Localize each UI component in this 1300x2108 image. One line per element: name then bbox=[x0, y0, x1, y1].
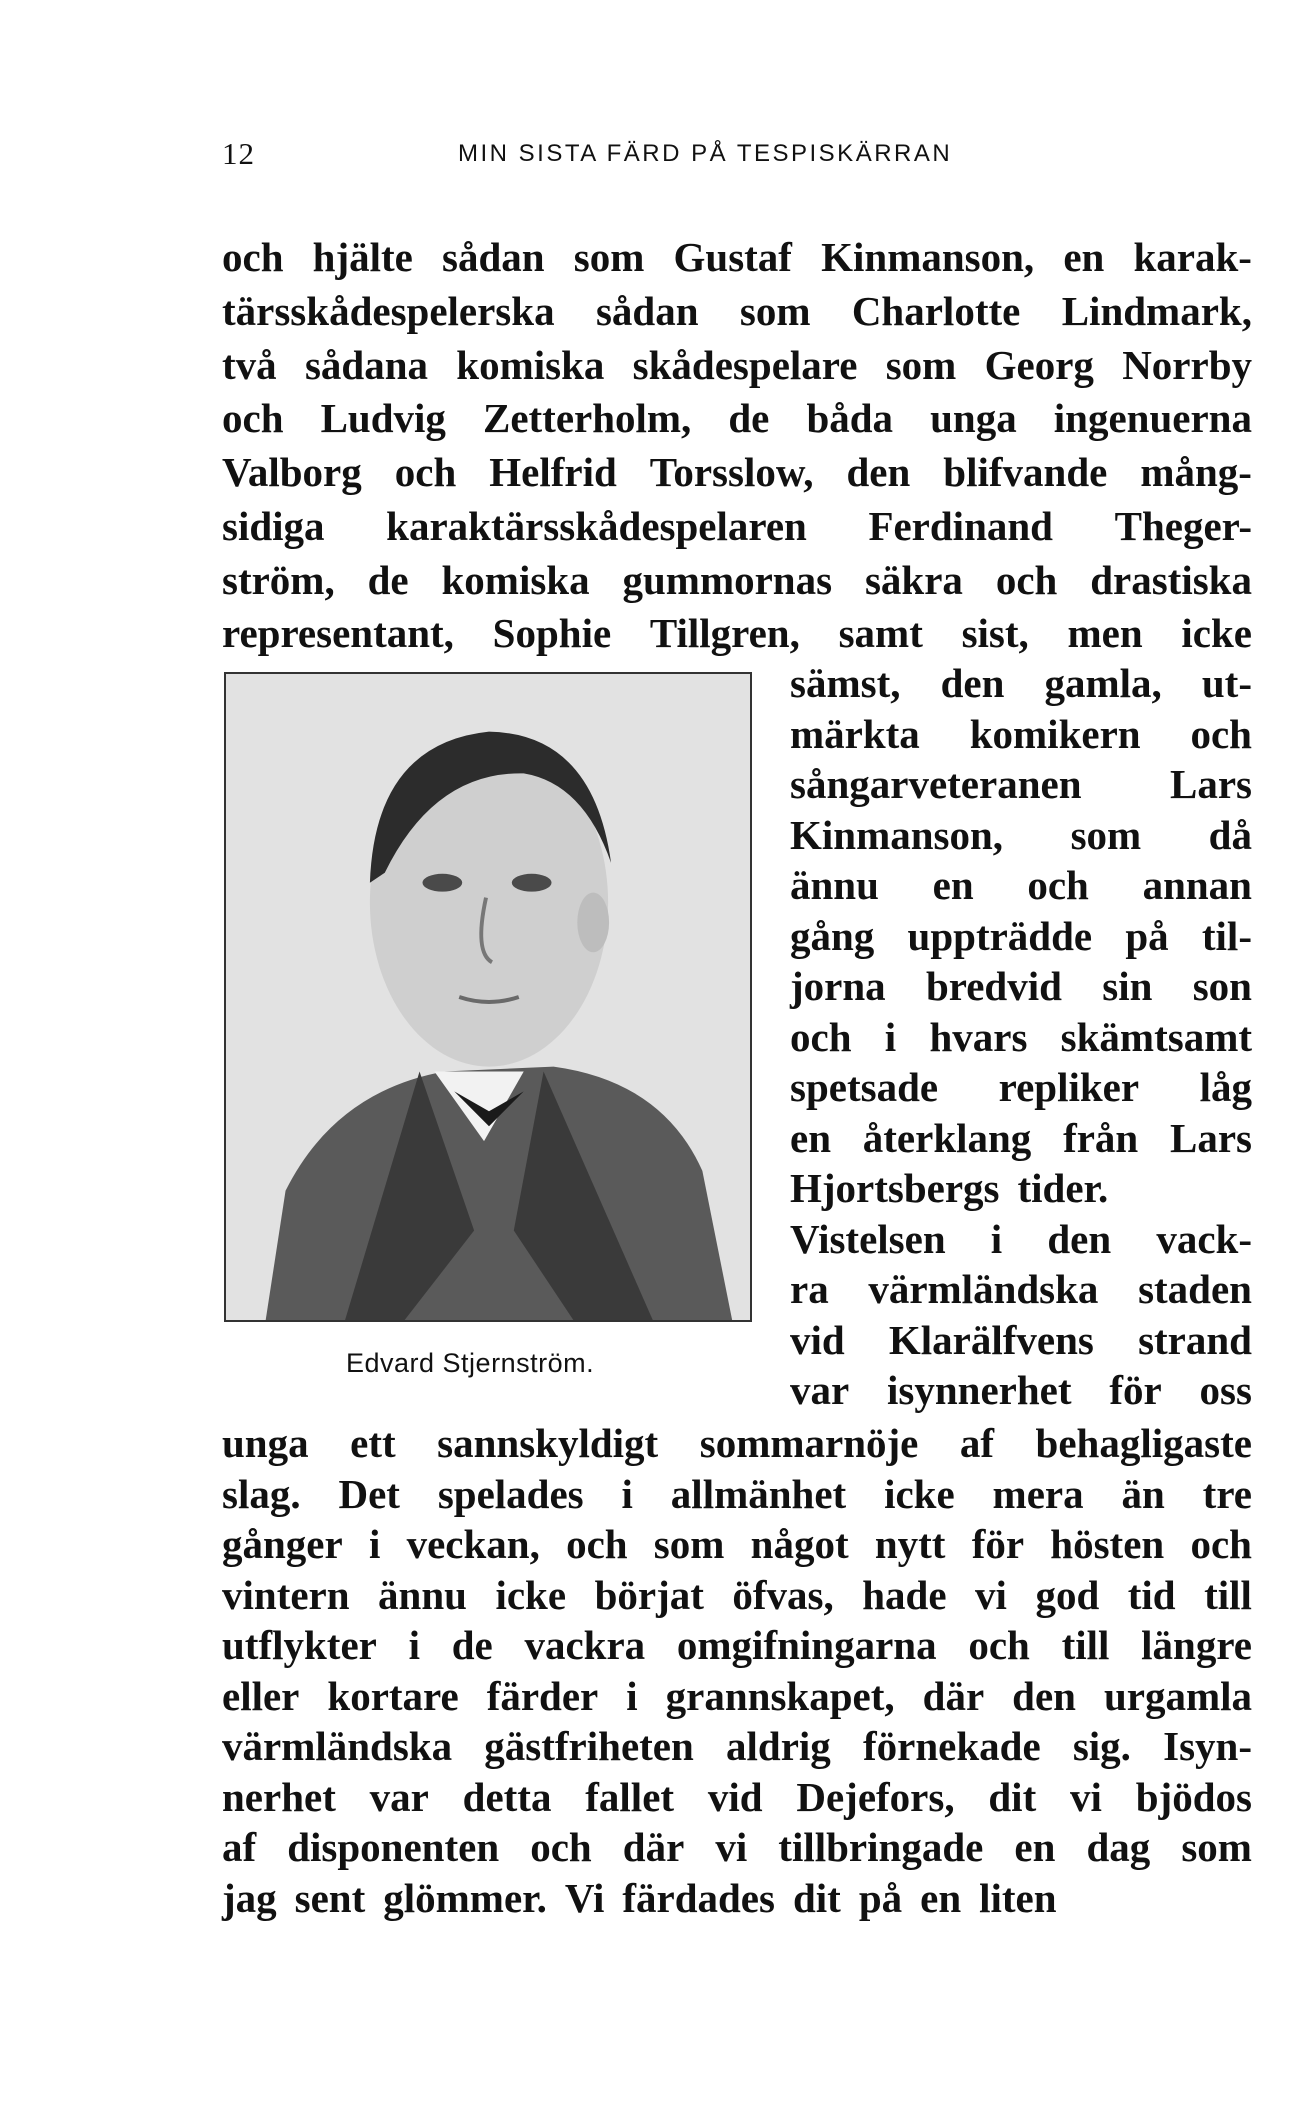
text-line: och i hvars skämtsamt bbox=[790, 1013, 1252, 1060]
figure-caption: Edvard Stjernström. bbox=[346, 1348, 595, 1378]
text-line: vid Klarälfvens strand bbox=[790, 1316, 1252, 1363]
text-line: gånger i veckan, och som något nytt för hösten och bbox=[222, 1521, 1252, 1567]
text-line: gång uppträdde på til- bbox=[790, 912, 1252, 959]
text-line: sidiga karaktärsskådespelaren Ferdinand Theger- bbox=[222, 502, 1252, 549]
text-line: representant, Sophie Tillgren, samt sist, men icke bbox=[222, 610, 1252, 657]
text-line: eller kortare färder i grannskapet, där den urgamla bbox=[222, 1672, 1252, 1719]
text-line: ännu en och annan bbox=[790, 862, 1252, 908]
text-line: af disponenten och där vi tillbringade en dag som bbox=[222, 1824, 1252, 1870]
text-line: jorna bredvid sin son bbox=[790, 963, 1252, 1009]
text-line: jag sent glömmer. Vi färdades dit på en liten bbox=[222, 1874, 1057, 1921]
text-line: sångarveteranen Lars bbox=[790, 761, 1252, 807]
text-line: utflykter i de vackra omgifningarna och till längre bbox=[222, 1622, 1252, 1668]
text-line: nerhet var detta fallet vid Dejefors, dit vi bjödos bbox=[222, 1773, 1252, 1820]
text-line: tärsskådespelerska sådan som Charlotte Lindmark, bbox=[222, 287, 1252, 334]
text-line: Hjortsbergs tider. bbox=[790, 1165, 1109, 1211]
text-line: unga ett sannskyldigt sommarnöje af behagligaste bbox=[222, 1420, 1252, 1466]
text-line: vintern ännu icke börjat öfvas, hade vi god tid till bbox=[222, 1571, 1252, 1618]
text-line: ra värmländska staden bbox=[790, 1266, 1252, 1312]
text-line: ström, de komiska gummornas säkra och drastiska bbox=[222, 556, 1252, 603]
text-line: Kinmanson, som då bbox=[790, 811, 1252, 858]
text-line: och hjälte sådan som Gustaf Kinmanson, en karak- bbox=[222, 234, 1252, 280]
text-line: en återklang från Lars bbox=[790, 1114, 1252, 1161]
text-line: märkta komikern och bbox=[790, 710, 1252, 757]
running-title: MIN SISTA FÄRD PÅ TESPISKÄRRAN bbox=[458, 140, 953, 167]
text-line: och Ludvig Zetterholm, de båda unga ingenuerna bbox=[222, 395, 1252, 442]
text-line: Valborg och Helfrid Torsslow, den blifvande mång- bbox=[222, 449, 1252, 495]
text-line: sämst, den gamla, ut- bbox=[790, 660, 1252, 706]
text-line: två sådana komiska skådespelare som Georg Norrby bbox=[222, 341, 1252, 388]
text-line: var isynnerhet för oss bbox=[790, 1367, 1252, 1413]
engraved-portrait-of-man bbox=[226, 674, 750, 1320]
portrait-figure bbox=[224, 672, 752, 1322]
text-line: slag. Det spelades i allmänhet icke mera än tre bbox=[222, 1470, 1252, 1517]
text-line: spetsade repliker låg bbox=[790, 1064, 1252, 1110]
text-line: Vistelsen i den vack- bbox=[790, 1215, 1252, 1262]
page-number: 12 bbox=[222, 136, 255, 171]
text-line: värmländska gästfriheten aldrig förnekade sig. Isyn- bbox=[222, 1723, 1252, 1769]
